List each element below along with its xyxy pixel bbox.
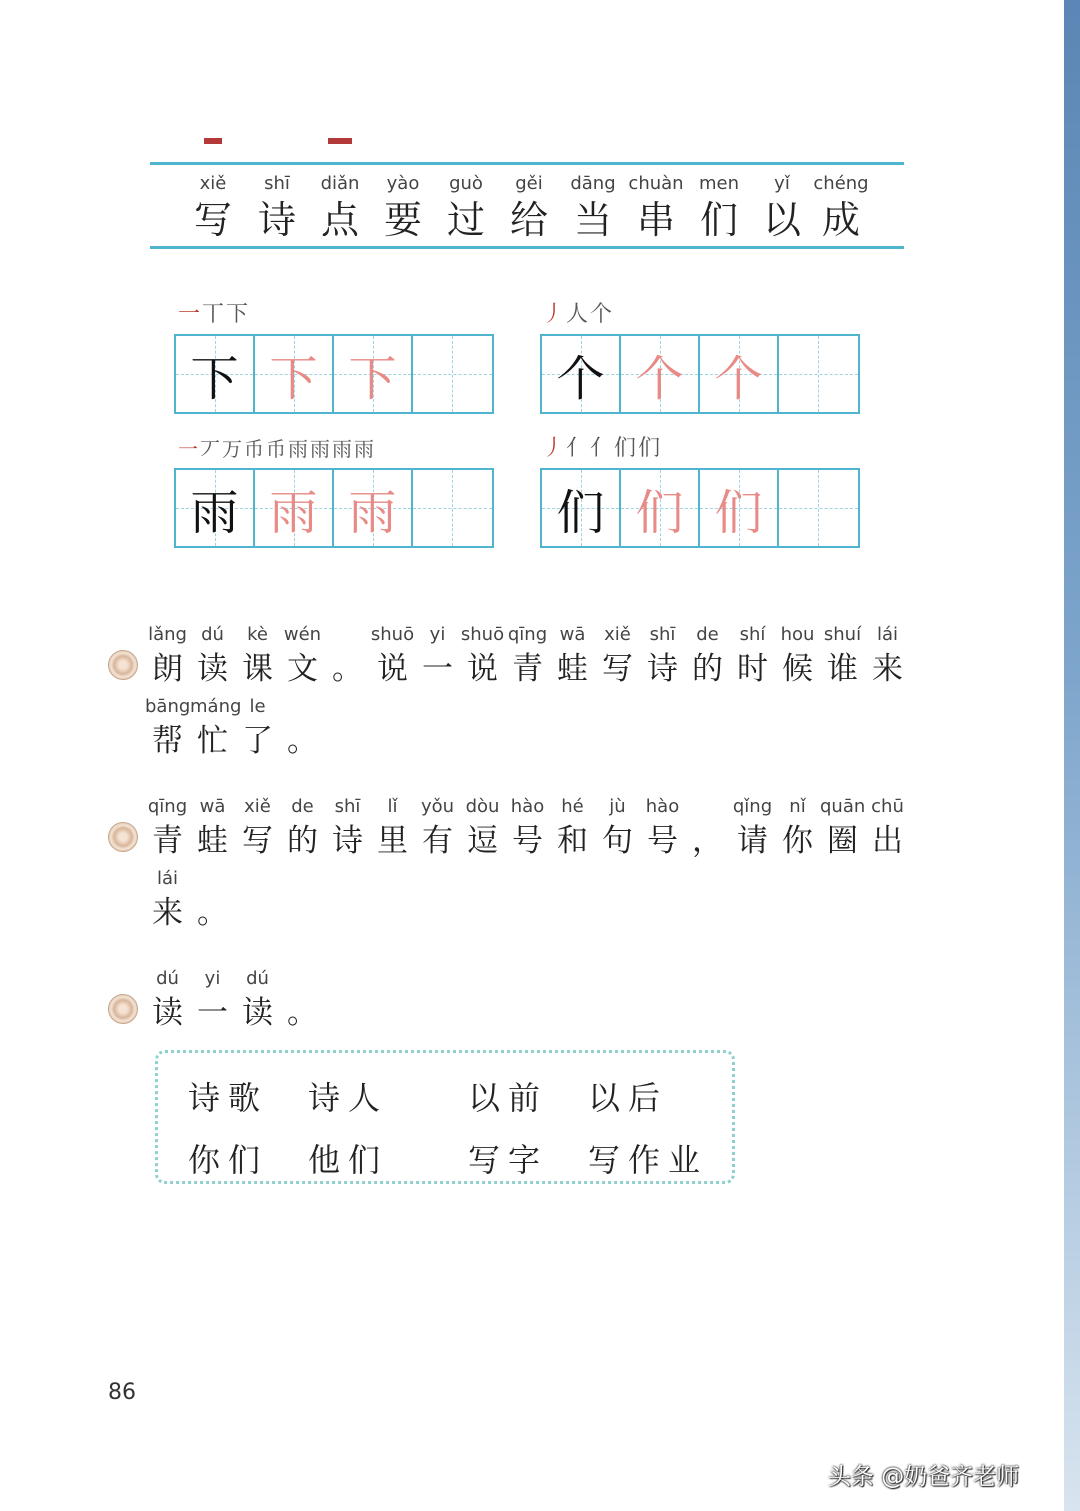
word-item: 写字 [468, 1141, 549, 1179]
vocab-char: yǐ 以 [762, 173, 801, 242]
glyph: máng 忙 [190, 696, 242, 759]
glyph: yǒu 有 [420, 796, 455, 859]
glyph: quān 圈 [820, 796, 866, 859]
glyph: chū 出 [871, 796, 904, 859]
glyph: kè 课 [242, 624, 273, 687]
glyph: jù 句 [602, 796, 633, 859]
writing-grid-ge [540, 334, 860, 414]
word-item: 写作业 [588, 1141, 709, 1179]
watermark: 头条 @奶爸齐老师 [828, 1464, 1020, 1490]
grid-cell [255, 470, 334, 546]
glyph: le 了 [242, 696, 273, 759]
trace-char: 雨 [269, 484, 318, 541]
trace-char: 个 [635, 350, 684, 407]
grid-cell [542, 336, 621, 412]
writing-grid-xia [174, 334, 494, 414]
grid-cell [176, 336, 255, 412]
exercise-1-line-2 [145, 692, 345, 764]
grid-cell-empty [779, 336, 858, 412]
vocab-char: xiě 写 [193, 173, 232, 242]
word-item: 诗人 [308, 1079, 389, 1117]
glyph: shī 诗 [332, 796, 363, 859]
word-item: 他们 [308, 1141, 389, 1179]
glyph: shí 时 [737, 624, 768, 687]
trace-char: 下 [348, 350, 397, 407]
exercise-icon [108, 994, 138, 1024]
glyph: wén 文 [283, 624, 322, 687]
glyph: ， [692, 823, 723, 859]
page-number: 86 [108, 1380, 136, 1405]
word-item: 你们 [188, 1141, 269, 1179]
grid-cell-empty [413, 470, 492, 546]
book-spine-edge [1064, 0, 1080, 1511]
glyph: dòu 逗 [465, 796, 500, 859]
glyph: dú 读 [197, 624, 228, 687]
word-list-box [155, 1050, 735, 1184]
word-item: 以前 [468, 1079, 549, 1117]
grid-cell [334, 336, 413, 412]
glyph: lǐ 里 [377, 796, 408, 859]
glyph: dú 读 [242, 968, 273, 1031]
vocab-char: guò 过 [446, 173, 485, 242]
glyph: de 的 [287, 796, 318, 859]
vocab-char: gěi 给 [509, 173, 548, 242]
stroke-order-ge: 丿 人 个 [542, 302, 613, 327]
glyph: lái 来 [152, 868, 183, 931]
glyph: de 的 [692, 624, 723, 687]
stroke-order-xia: 一 丅 下 [178, 302, 249, 327]
glyph: wā 蛙 [197, 796, 228, 859]
vocab-char: shī 诗 [257, 173, 296, 242]
glyph: hé 和 [557, 796, 588, 859]
glyph: lǎng 朗 [148, 624, 187, 687]
exercise-1-line-1 [145, 620, 910, 692]
glyph: lái 来 [872, 624, 903, 687]
glyph: 。 [287, 723, 318, 759]
trace-char: 雨 [348, 484, 397, 541]
vocab-char: men 们 [698, 173, 740, 242]
model-char: 们 [556, 484, 605, 541]
glyph: shuō 说 [370, 624, 415, 687]
vocab-char: yào 要 [383, 173, 422, 242]
trace-char: 们 [714, 484, 763, 541]
exercise-2-line-1 [145, 792, 910, 864]
model-char: 下 [190, 350, 239, 407]
grid-cell-empty [779, 470, 858, 546]
glyph: hou 候 [780, 624, 815, 687]
writing-grid-yu [174, 468, 494, 548]
trace-char: 们 [635, 484, 684, 541]
exercise-2-line-2 [145, 864, 245, 936]
glyph: 。 [287, 995, 318, 1031]
exercise-icon [108, 822, 138, 852]
exercise-3-line-1 [145, 964, 345, 1036]
word-item: 诗歌 [188, 1079, 269, 1117]
glyph: hào 号 [510, 796, 545, 859]
grid-cell [255, 336, 334, 412]
vocab-char: diǎn 点 [320, 173, 360, 242]
trace-char: 下 [269, 350, 318, 407]
vocab-char: chuàn 串 [628, 173, 684, 242]
glyph: xiě 写 [242, 796, 273, 859]
glyph: xiě 写 [602, 624, 633, 687]
glyph: 。 [332, 651, 363, 687]
glyph: shuí 谁 [823, 624, 862, 687]
glyph: shuō 说 [460, 624, 505, 687]
model-char: 个 [556, 350, 605, 407]
grid-cell [621, 336, 700, 412]
stroke-order-men: 丿 亻 亻 们 们 [542, 436, 661, 461]
glyph: wā 蛙 [557, 624, 588, 687]
glyph: 。 [197, 895, 228, 931]
vocab-char: chéng 成 [813, 173, 869, 242]
glyph: nǐ 你 [782, 796, 813, 859]
glyph: dú 读 [152, 968, 183, 1031]
glyph: hào 号 [645, 796, 680, 859]
vocab-row [180, 170, 880, 240]
glyph: qīng 青 [507, 624, 548, 687]
grid-cell [700, 470, 779, 546]
glyph: shī 诗 [647, 624, 678, 687]
glyph: yi 一 [422, 624, 453, 687]
grid-cell [621, 470, 700, 546]
writing-grid-men [540, 468, 860, 548]
grid-cell-empty [413, 336, 492, 412]
grid-cell [700, 336, 779, 412]
exercise-icon [108, 650, 138, 680]
vocab-top-rule [150, 162, 904, 165]
glyph: qīng 青 [147, 796, 188, 859]
word-item: 以后 [588, 1079, 669, 1117]
cropped-mark-left [204, 138, 222, 144]
vocab-char: dāng 当 [570, 173, 616, 242]
grid-cell [176, 470, 255, 546]
stroke-order-yu: 一 丆 万 币 币 雨 雨 雨 雨 [178, 437, 374, 461]
model-char: 雨 [190, 484, 239, 541]
grid-cell [334, 470, 413, 546]
glyph: bāng 帮 [145, 696, 191, 759]
glyph: yi 一 [197, 968, 228, 1031]
trace-char: 个 [714, 350, 763, 407]
glyph: qǐng 请 [732, 796, 773, 859]
vocab-bottom-rule [150, 246, 904, 249]
cropped-mark-right [328, 138, 352, 144]
grid-cell [542, 470, 621, 546]
